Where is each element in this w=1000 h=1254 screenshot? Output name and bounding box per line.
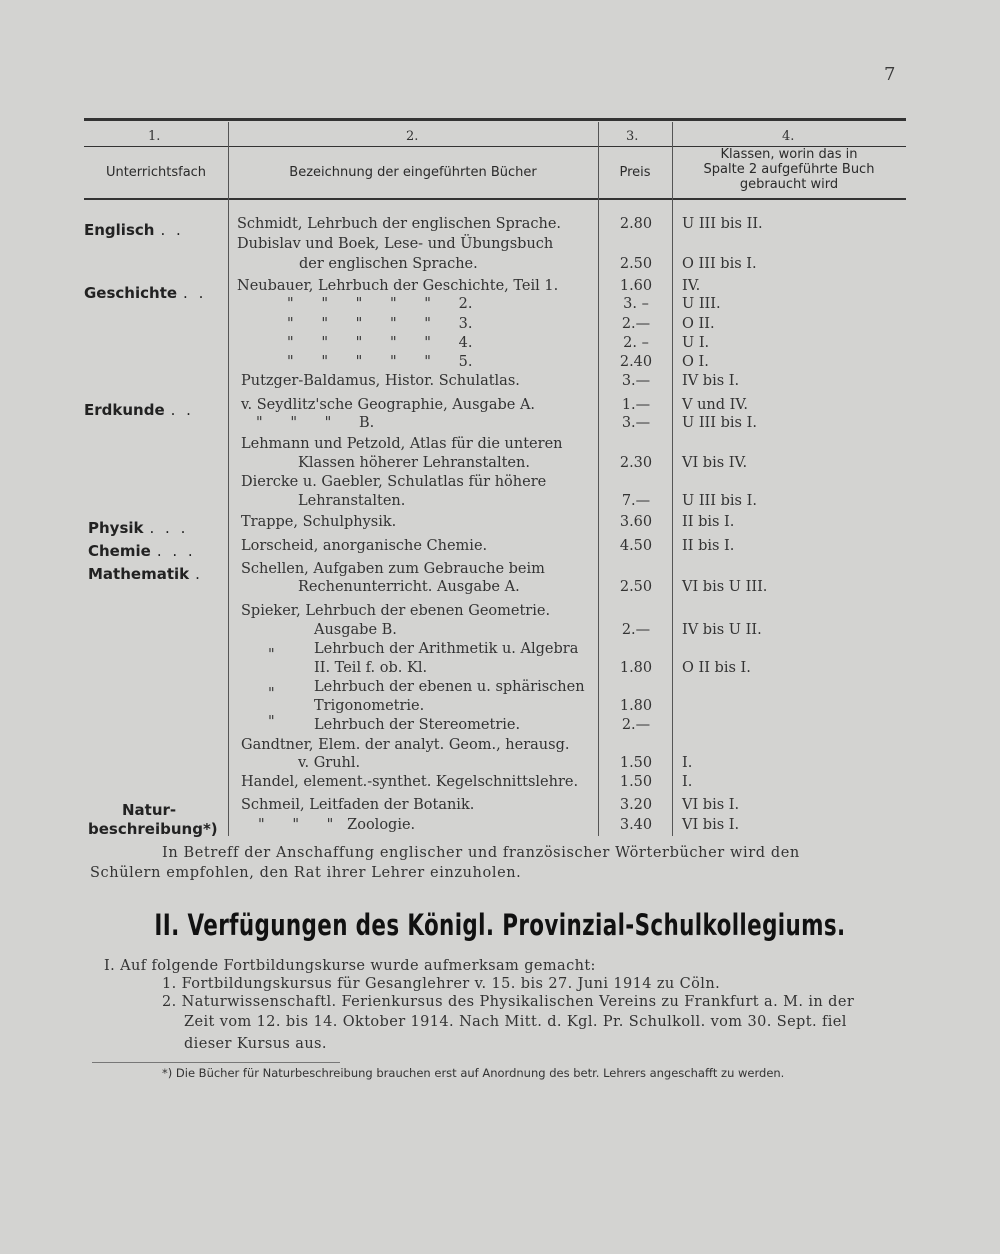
header-classes-line-3: gebraucht wird bbox=[739, 177, 839, 192]
section-title: II. Verfügungen des Königl. Provinzial-Schulkollegiums. bbox=[154, 908, 846, 942]
column-number-3: 3. bbox=[626, 129, 639, 144]
header-classes-line-1: Klassen, worin das in bbox=[720, 147, 858, 162]
table-row-book: Rechenunterricht. Ausgabe A. bbox=[298, 579, 520, 595]
column-number-1: 1. bbox=[148, 129, 161, 144]
table-row-classes: O II. bbox=[682, 316, 715, 332]
table-row-book: Lorscheid, anorganische Chemie. bbox=[241, 538, 488, 554]
table-row-price: 2. – bbox=[623, 335, 649, 351]
table-row-classes: II bis I. bbox=[682, 538, 735, 554]
table-row-classes: VI bis U III. bbox=[682, 579, 768, 595]
section-item-2-cont: Zeit vom 12. bis 14. Oktober 1914. Nach Mitt. d. Kgl. Pr. Schulkoll. vom 30. Sept. fiel bbox=[184, 1014, 847, 1030]
table-row-price: 2.50 bbox=[619, 256, 653, 272]
table-row-price: 2.80 bbox=[619, 216, 653, 232]
subject-natur: Natur- bbox=[122, 801, 177, 819]
table-row-classes: O II bis I. bbox=[682, 660, 751, 676]
table-row-classes: U I. bbox=[682, 335, 710, 351]
table-row-book: Lehrbuch der Arithmetik u. Algebra bbox=[314, 641, 579, 657]
header-subject: Unterrichtsfach bbox=[105, 165, 207, 180]
table-row-price: 2.— bbox=[621, 622, 651, 638]
header-classes-line-2: Spalte 2 aufgeführte Buch bbox=[703, 162, 875, 177]
table-row-book: Putzger-Baldamus, Histor. Schulatlas. bbox=[241, 373, 520, 389]
ditto-mark: " bbox=[268, 686, 275, 702]
table-row-price: 1.80 bbox=[619, 660, 653, 676]
table-row-book: Lehrbuch der ebenen u. sphärischen bbox=[314, 679, 585, 695]
table-row-book: Neubauer, Lehrbuch der Geschichte, Teil 1. bbox=[237, 278, 559, 294]
table-row-book: Gandtner, Elem. der analyt. Geom., herausg. bbox=[241, 737, 570, 753]
table-row-classes: U III bis II. bbox=[682, 216, 763, 232]
table-row-classes: U III bis I. bbox=[682, 493, 757, 509]
table-row-book: " " " " " 4. bbox=[287, 335, 473, 351]
header-classes bbox=[672, 147, 906, 192]
subject-beschreibung: beschreibung*) bbox=[88, 820, 218, 838]
table-row-book: Diercke u. Gaebler, Schulatlas für höhere bbox=[241, 474, 547, 490]
footnote: *) Die Bücher für Naturbeschreibung brauchen erst auf Anordnung des betr. Lehrers angeschafft zu werden. bbox=[162, 1066, 785, 1080]
table-row-price: 1.50 bbox=[619, 774, 653, 790]
table-row-book: v. Gruhl. bbox=[298, 755, 361, 771]
table-row-book: " " " " " 2. bbox=[287, 296, 473, 312]
table-row-book: Trigonometrie. bbox=[314, 698, 425, 714]
note-line-2: Schülern empfohlen, den Rat ihrer Lehrer einzuholen. bbox=[90, 865, 522, 881]
table-row-classes: II bis I. bbox=[682, 514, 735, 530]
table-row-book: Handel, element.-synthet. Kegelschnittslehre. bbox=[241, 774, 579, 790]
table-row-price: 2.— bbox=[621, 316, 651, 332]
table-row-book: Ausgabe B. bbox=[314, 622, 397, 638]
table-row-book: der englischen Sprache. bbox=[299, 256, 478, 272]
subject-mathematik: Mathematik . bbox=[88, 565, 203, 583]
table-row-book: Spieker, Lehrbuch der ebenen Geometrie. bbox=[241, 603, 551, 619]
table-row-classes: I. bbox=[682, 774, 693, 790]
table-row-price: 7.— bbox=[621, 493, 651, 509]
table-row-book: Lehmann und Petzold, Atlas für die unteren bbox=[241, 436, 563, 452]
header-books: Bezeichnung der eingeführten Bücher bbox=[289, 165, 537, 180]
ditto-mark: " bbox=[268, 714, 275, 730]
table-row-price: 3.60 bbox=[619, 514, 653, 530]
table-row-book: " " " Zoologie. bbox=[258, 817, 416, 833]
table-row-price: 3.— bbox=[621, 373, 651, 389]
footnote-rule bbox=[92, 1062, 340, 1063]
table-row-book: Lehrbuch der Stereometrie. bbox=[314, 717, 521, 733]
table-row-classes: VI bis I. bbox=[682, 817, 740, 833]
table-row-price: 2.40 bbox=[619, 354, 653, 370]
table-row-price: 2.— bbox=[621, 717, 651, 733]
table-row-book: " " " " " 3. bbox=[287, 316, 473, 332]
table-row-price: 4.50 bbox=[619, 538, 653, 554]
column-divider-2 bbox=[598, 122, 599, 836]
table-row-classes: IV bis U II. bbox=[682, 622, 762, 638]
table-row-classes: O I. bbox=[682, 354, 709, 370]
table-row-price: 1.— bbox=[621, 397, 651, 413]
table-row-price: 3. – bbox=[623, 296, 649, 312]
table-row-classes: V und IV. bbox=[682, 397, 748, 413]
table-row-price: 2.50 bbox=[619, 579, 653, 595]
table-row-book: Lehranstalten. bbox=[298, 493, 406, 509]
section-item-2: 2. Naturwissenschaftl. Ferienkursus des Physikalischen Vereins zu Frankfurt a. M. in der bbox=[162, 994, 855, 1010]
table-row-classes: O III bis I. bbox=[682, 256, 757, 272]
subject-geschichte: Geschichte . . bbox=[84, 284, 207, 302]
table-row-price: 3.20 bbox=[619, 797, 653, 813]
table-row-book: v. Seydlitz'sche Geographie, Ausgabe A. bbox=[241, 397, 536, 413]
table-row-book: Schellen, Aufgaben zum Gebrauche beim bbox=[241, 561, 545, 577]
header-bottom-rule bbox=[84, 198, 906, 200]
table-row-price: 1.60 bbox=[619, 278, 653, 294]
table-row-book: Klassen höherer Lehranstalten. bbox=[298, 455, 530, 471]
column-divider-1 bbox=[228, 122, 229, 836]
table-row-book: " " " " " 5. bbox=[287, 354, 473, 370]
table-row-price: 1.80 bbox=[619, 698, 653, 714]
column-number-2: 2. bbox=[406, 129, 419, 144]
subject-physik: Physik . . . bbox=[88, 519, 189, 537]
column-number-4: 4. bbox=[782, 129, 795, 144]
table-row-classes: VI bis IV. bbox=[682, 455, 748, 471]
note-line-1: In Betreff der Anschaffung englischer und französischer Wörterbücher wird den bbox=[162, 845, 800, 861]
table-row-book: Trappe, Schulphysik. bbox=[241, 514, 397, 530]
section-item-1: 1. Fortbildungskursus für Gesanglehrer v. 15. bis 27. Juni 1914 zu Cöln. bbox=[162, 976, 721, 992]
ditto-mark: " bbox=[268, 647, 275, 663]
table-row-price: 3.— bbox=[621, 415, 651, 431]
column-divider-3 bbox=[672, 122, 673, 836]
page-number: 7 bbox=[884, 64, 896, 85]
subject-erdkunde: Erdkunde . . bbox=[84, 401, 194, 419]
table-row-price: 2.30 bbox=[619, 455, 653, 471]
table-row-classes: I. bbox=[682, 755, 693, 771]
table-top-rule bbox=[84, 118, 906, 121]
table-row-classes: IV. bbox=[682, 278, 701, 294]
section-intro: I. Auf folgende Fortbildungskurse wurde aufmerksam gemacht: bbox=[104, 958, 596, 974]
table-row-classes: U III bis I. bbox=[682, 415, 757, 431]
table-row-book: Dubislav und Boek, Lese- und Übungsbuch bbox=[237, 236, 554, 252]
table-row-book: " " " B. bbox=[256, 415, 375, 431]
table-row-book: II. Teil f. ob. Kl. bbox=[314, 660, 428, 676]
table-row-classes: IV bis I. bbox=[682, 373, 740, 389]
table-row-book: Schmidt, Lehrbuch der englischen Sprache. bbox=[237, 216, 562, 232]
section-item-2-end: dieser Kursus aus. bbox=[184, 1036, 327, 1052]
table-row-price: 3.40 bbox=[619, 817, 653, 833]
header-price: Preis bbox=[619, 165, 651, 180]
table-row-book: Schmeil, Leitfaden der Botanik. bbox=[241, 797, 475, 813]
subject-chemie: Chemie . . . bbox=[88, 542, 196, 560]
table-row-classes: U III. bbox=[682, 296, 721, 312]
subject-englisch: Englisch . . bbox=[84, 221, 184, 239]
table-row-classes: VI bis I. bbox=[682, 797, 740, 813]
table-row-price: 1.50 bbox=[619, 755, 653, 771]
